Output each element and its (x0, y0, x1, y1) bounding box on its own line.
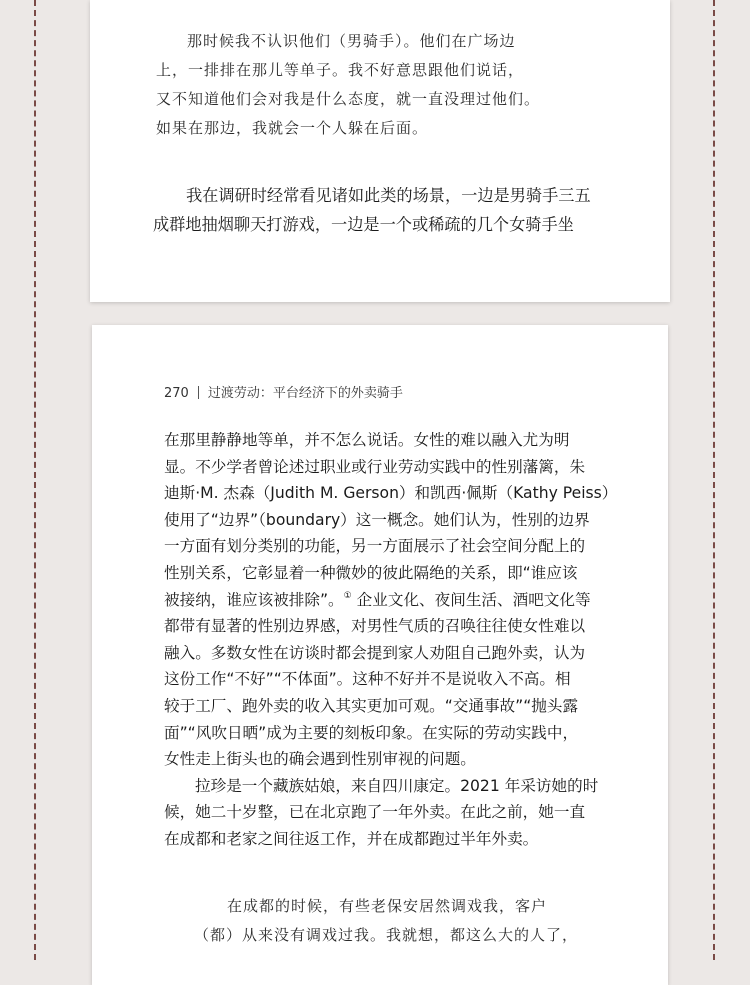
body-line: 拉珍是一个藏族姑娘，来自四川康定。2021 年采访她的时 (195, 776, 599, 795)
body-line: 这份工作“不好”“不体面”。这种不好并不是说收入不高。相 (164, 670, 571, 689)
top-quote-block (156, 27, 541, 143)
body-line-text: 被接纳，谁应该被排除”。 (164, 590, 344, 609)
bottom-page (92, 325, 668, 985)
body-line: 性别关系，它彰显着一种微妙的彼此隔绝的关系，即“谁应该 (164, 563, 578, 582)
body-line: 融入。多数女性在访谈时都会提到家人劝阻自己跑外卖，认为 (164, 643, 586, 662)
quote-line: 如果在那边，我就会一个人躲在后面。 (156, 119, 429, 137)
body-line-text: 企业文化、夜间生活、酒吧文化等 (351, 590, 591, 609)
header-separator (198, 386, 199, 399)
body-line: 候，她二十岁整，已在北京跑了一年外卖。在此之前，她一直 (164, 803, 586, 822)
body-line: 一方面有划分类别的功能，另一方面展示了社会空间分配上的 (164, 537, 586, 556)
body-line: 较于工厂、跑外卖的收入其实更加可观。“交通事故”“抛头露 (164, 696, 579, 715)
running-header (164, 382, 403, 401)
book-title: 过渡劳动：平台经济下的外卖骑手 (207, 386, 403, 401)
body-line (164, 587, 617, 614)
body-line: 女性走上街头也的确会遇到性别审视的问题。 (164, 750, 476, 769)
page-number: 270 (164, 386, 189, 401)
bottom-quote-block (194, 892, 579, 950)
body-line: 使用了“边界”（boundary）这一概念。她们认为，性别的边界 (164, 510, 590, 529)
body-line: 迪斯·M. 杰森（Judith M. Gerson）和凯西·佩斯（Kathy Peiss） (164, 484, 618, 503)
left-dashed-border (34, 0, 36, 960)
top-page (90, 0, 670, 302)
paragraph-line: 我在调研时经常看见诸如此类的场景，一边是男骑手三五 (186, 186, 591, 205)
body-line: 面”“风吹日晒”成为主要的刻板印象。在实际的劳动实践中， (164, 723, 579, 742)
quote-line: 在成都的时候，有些老保安居然调戏我，客户 (227, 897, 548, 915)
footnote-marker[interactable]: ① (343, 590, 352, 601)
body-line: 都带有显著的性别边界感，对男性气质的召唤往往使女性难以 (164, 617, 586, 636)
body-line: 显。不少学者曾论述过职业或行业劳动实践中的性别藩篱，朱 (164, 457, 586, 476)
body-text (164, 427, 617, 853)
quote-line: （都）从来没有调戏过我。我就想，都这么大的人了， (194, 926, 579, 944)
body-line: 在成都和老家之间往返工作，并在成都跑过半年外卖。 (164, 829, 539, 848)
quote-line: 上，一排排在那儿等单子。我不好意思跟他们说话， (156, 61, 525, 79)
body-line: 在那里静静地等单，并不怎么说话。女性的难以融入尤为明 (164, 431, 570, 449)
top-paragraph (153, 181, 591, 239)
quote-line: 又不知道他们会对我是什么态度，就一直没理过他们。 (156, 90, 541, 108)
right-dashed-border (713, 0, 715, 960)
quote-line: 那时候我不认识他们（男骑手）。他们在广场边 (187, 32, 516, 50)
paragraph-line: 成群地抽烟聊天打游戏，一边是一个或稀疏的几个女骑手坐 (153, 215, 574, 234)
